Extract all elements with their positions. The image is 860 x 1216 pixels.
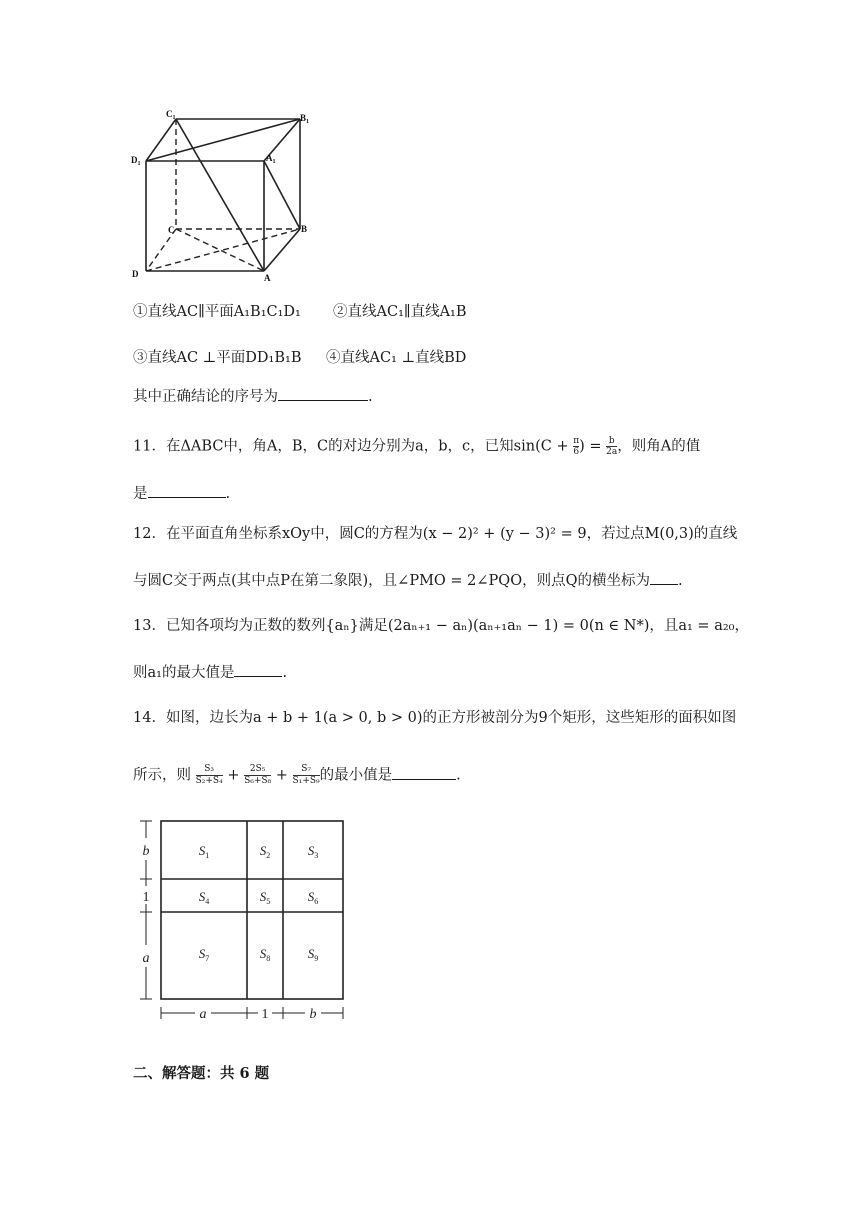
answer-blank bbox=[650, 570, 678, 585]
cell-S1: $S_1$ bbox=[198, 843, 210, 860]
grid-bottom-label-a: a bbox=[199, 1007, 207, 1022]
q10-option-4: ④直线AC₁ ⊥直线BD bbox=[326, 350, 467, 366]
q14-line2: 所示，则 $\frac{\text{S₃}}{\text{S₂+S₄}}$ + $\frac{\text{2S₅}}{\text{S₆+S₈}}$ + $\frac{\text{S₇}}{\text{S₁+S₉}}$ 的最小值是 . bbox=[133, 764, 461, 786]
q13-line2: 则a₁的最大值是 . bbox=[133, 662, 287, 683]
cube-label-D: D bbox=[132, 269, 139, 279]
cell-S4: $S_4$ bbox=[198, 889, 210, 906]
cell-S8: $S_8$ bbox=[259, 946, 271, 963]
grid-figure bbox=[128, 812, 358, 1030]
cell-S2: $S_2$ bbox=[259, 843, 271, 860]
q10-option-3: ③直线AC ⊥平面DD₁B₁B bbox=[133, 350, 302, 366]
grid-left-label-b: b bbox=[142, 844, 150, 859]
cube-label-B1: $B_1$ bbox=[300, 113, 310, 125]
answer-blank bbox=[234, 662, 282, 677]
cell-S6: $S_6$ bbox=[307, 889, 319, 906]
answer-blank bbox=[278, 386, 368, 401]
cube-label-C1: $C_1$ bbox=[166, 109, 176, 121]
q12-line1: 12．在平面直角坐标系xOy中，圆C的方程为(x − 2)² + (y − 3)² = 9，若过点M(0,3)的直线 bbox=[133, 526, 738, 542]
answer-blank bbox=[148, 483, 226, 498]
grid-left-label-a: a bbox=[142, 951, 150, 966]
grid-bottom-label-1: 1 bbox=[261, 1007, 269, 1022]
answer-blank bbox=[392, 765, 456, 780]
q10-prompt: 其中正确结论的序号为 . bbox=[133, 386, 373, 407]
cell-S5: $S_5$ bbox=[259, 889, 271, 906]
q12-line2: 与圆C交于两点(其中点P在第二象限)，且∠PMO = 2∠PQO，则点Q的横坐标为 . bbox=[133, 570, 683, 591]
q13-line1: 13．已知各项均为正数的数列{aₙ}满足(2aₙ₊₁ − aₙ)(aₙ₊₁aₙ − 1) = 0(n ∈ N*)，且a₁ = a₂₀， bbox=[133, 618, 749, 634]
cell-S3: $S_3$ bbox=[307, 843, 319, 860]
cell-S9: $S_9$ bbox=[307, 946, 319, 963]
cube-label-A: A bbox=[264, 273, 271, 283]
grid-left-label-1: 1 bbox=[142, 890, 150, 905]
q10-option-2: ②直线AC₁∥直线A₁B bbox=[333, 304, 467, 320]
cell-S7: $S_7$ bbox=[198, 946, 210, 963]
cube-label-D1: $D_1$ bbox=[131, 155, 141, 167]
q11-line1: 11．在ΔABC中，角A，B，C的对边分别为a，b，c，已知sin(C + $\frac{\pi}{6}$ ) = $\frac{b}{2a}$ ，则角A的值 bbox=[133, 436, 701, 457]
cube-label-C: C bbox=[168, 225, 175, 235]
cube-label-B: B bbox=[301, 224, 308, 234]
q10-option-1: ①直线AC∥平面A₁B₁C₁D₁ bbox=[133, 304, 301, 320]
q11-line2: 是 . bbox=[133, 483, 230, 504]
cube-figure bbox=[128, 105, 308, 285]
grid-bottom-label-b: b bbox=[309, 1007, 317, 1022]
cube-label-A1: $A_1$ bbox=[266, 153, 276, 165]
q14-line1: 14．如图，边长为a + b + 1(a > 0, b > 0)的正方形被剖分为9个矩形，这些矩形的面积如图 bbox=[133, 710, 737, 726]
section-heading: 二、解答题：共 6 题 bbox=[133, 1065, 270, 1082]
